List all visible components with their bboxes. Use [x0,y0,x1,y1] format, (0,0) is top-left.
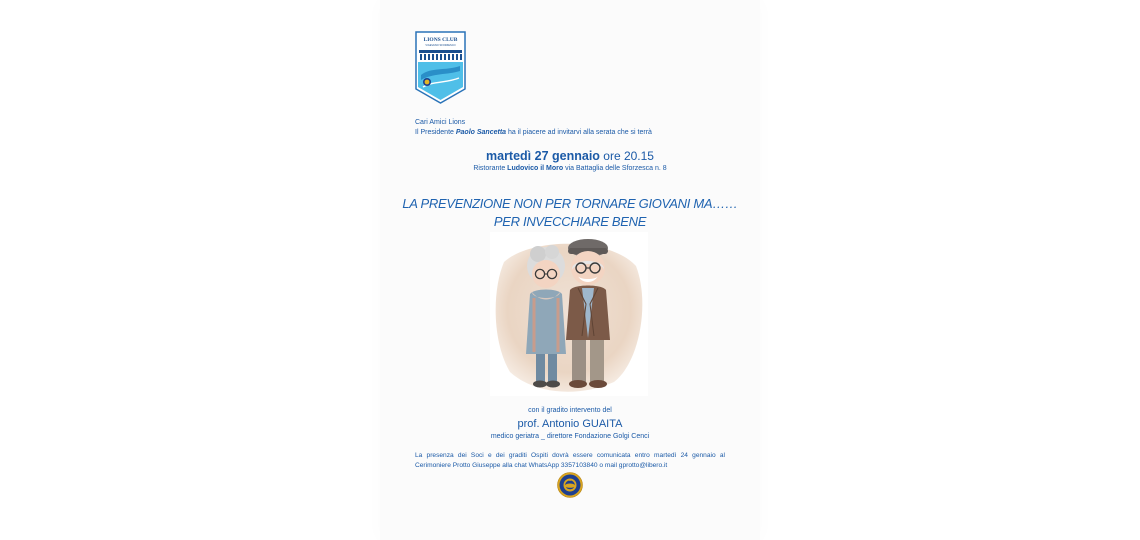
place-address: via Battaglia delle Sforzesca n. 8 [563,165,667,172]
event-time: ore 20.15 [599,149,654,163]
speaker-role: medico geriatra _ direttore Fondazione Golgi Cenci [490,433,650,440]
lions-club-crest-icon [415,31,466,104]
greeting-block [415,118,652,138]
event-date: martedì 27 gennaio [486,149,600,163]
greeting-line: Cari Amici Lions [415,119,466,126]
event-headline [380,195,760,231]
invitation-prefix: Il Presidente [415,129,456,136]
rsvp-notice: La presenza dei Soci e dei graditi Ospiti dovrà essere comunicata entro martedì 24 gennaio al Cerimoniere Protto Giuseppe alla chat WhatsApp 3357103840 o mail gprotto@libero.it [415,452,725,469]
event-place-line [380,164,760,174]
headline-line-1: LA PREVENZIONE NON PER TORNARE GIOVANI MA…… [402,196,738,211]
place-prefix: Ristorante [473,165,508,172]
speaker-name: prof. Antonio GUAITA [517,418,623,430]
crest-subtitle: VIGEVANO SFORZESCO [425,44,456,47]
elderly-couple-illustration-icon [490,232,648,396]
crest-title: LIONS CLUB [423,37,458,43]
president-name: Paolo Sancetta [455,129,507,136]
venue-name: Ludovico il Moro [507,165,564,172]
headline-line-2: PER INVECCHIARE BENE [493,214,647,229]
speaker-intro: con il gradito intervento del [528,407,612,414]
event-date-line [380,149,760,163]
invitation-suffix: ha il piacere ad invitarvi alla serata che si terrà [506,129,652,136]
invitation-line [415,128,652,138]
lions-emblem-icon [556,472,584,498]
